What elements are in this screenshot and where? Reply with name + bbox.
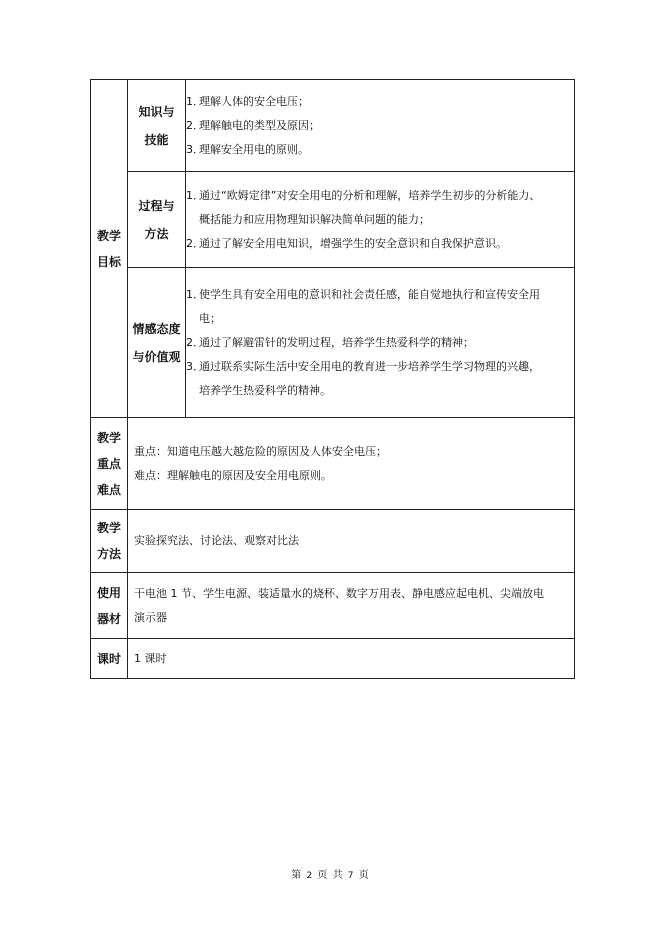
key-points-header xyxy=(91,418,128,510)
row-process xyxy=(91,172,575,268)
knowledge-label xyxy=(128,80,186,172)
emotion-label-l1: 情感态度 xyxy=(132,321,181,336)
process-label-l1: 过程与 xyxy=(138,198,175,213)
objectives-header-l1: 教学 xyxy=(96,228,121,243)
key-points-content xyxy=(128,418,575,510)
footer-prefix: 第 xyxy=(291,870,303,881)
row-period xyxy=(91,639,575,679)
list-item: 3． 通过联系实际生活中安全用电的教育进一步培养学生学习物理的兴趣， 培养学生热爱科学的精神。 xyxy=(186,359,540,397)
list-item: 2． 通过了解避雷针的发明过程，培养学生热爱科学的精神； xyxy=(186,335,474,349)
row-emotion xyxy=(91,268,575,418)
list-item: 1． 通过“欧姆定律”对安全用电的分析和理解，培养学生初步的分析能力、 概括能力和应用物理知识解决简单问题的能力； xyxy=(186,188,541,226)
list-item: 2． 理解触电的类型及原因； xyxy=(186,118,320,132)
objectives-header xyxy=(91,80,128,418)
period-content xyxy=(128,639,575,679)
page-number: 2 xyxy=(306,871,314,881)
row-key-points xyxy=(91,418,575,510)
list-item: 1． 理解人体的安全电压； xyxy=(186,94,309,108)
total-pages: 7 xyxy=(347,871,355,881)
list-item: 1． 使学生具有安全用电的意识和社会责任感，能自觉地执行和宣传安全用 电； xyxy=(186,287,540,325)
emotion-label xyxy=(128,268,186,418)
row-equipment xyxy=(91,573,575,639)
equipment-line-2: 演示器 xyxy=(134,610,167,624)
key-point: 重点：知道电压越大越危险的原因及人体安全电压； xyxy=(134,444,387,458)
lesson-plan-table xyxy=(90,79,575,679)
emotion-content xyxy=(186,268,575,418)
objectives-header-l2: 目标 xyxy=(96,254,121,269)
row-method xyxy=(91,510,575,573)
key-points-header-l2: 重点 xyxy=(96,456,121,471)
period-text: 1 课时 xyxy=(134,651,167,665)
equipment-line-1: 干电池 1 节、学生电源、装适量水的烧杯、数字万用表、静电感应起电机、尖端放电 xyxy=(134,586,544,600)
footer-suffix: 页 xyxy=(358,870,370,881)
method-header-l2: 方法 xyxy=(96,547,121,561)
key-points-header-l1: 教学 xyxy=(96,430,121,445)
period-header xyxy=(91,639,128,679)
knowledge-label-l1: 知识与 xyxy=(138,104,175,119)
emotion-label-l2: 与价值观 xyxy=(132,349,181,364)
method-text: 实验探究法、讨论法、观察对比法 xyxy=(134,534,299,547)
equipment-header-l2: 器材 xyxy=(96,611,121,626)
knowledge-content xyxy=(186,80,575,172)
process-label xyxy=(128,172,186,268)
equipment-header-l1: 使用 xyxy=(96,585,121,600)
process-content xyxy=(186,172,575,268)
footer-mid: 页 共 xyxy=(317,870,344,881)
equipment-header xyxy=(91,573,128,639)
list-item: 3． 理解安全用电的原则。 xyxy=(186,142,309,156)
difficult-point: 难点：理解触电的原因及安全用电原则。 xyxy=(134,468,332,482)
method-content xyxy=(128,510,575,573)
row-knowledge xyxy=(91,80,575,172)
method-header-l1: 教学 xyxy=(96,521,121,535)
period-header-label: 课时 xyxy=(96,651,121,666)
knowledge-label-l2: 技能 xyxy=(144,132,169,147)
page-footer xyxy=(0,866,661,881)
process-label-l2: 方法 xyxy=(144,226,169,241)
list-item: 2． 通过了解安全用电知识，增强学生的安全意识和自我保护意识。 xyxy=(186,236,507,250)
equipment-content xyxy=(128,573,575,639)
method-header xyxy=(91,510,128,573)
key-points-header-l3: 难点 xyxy=(96,482,121,497)
